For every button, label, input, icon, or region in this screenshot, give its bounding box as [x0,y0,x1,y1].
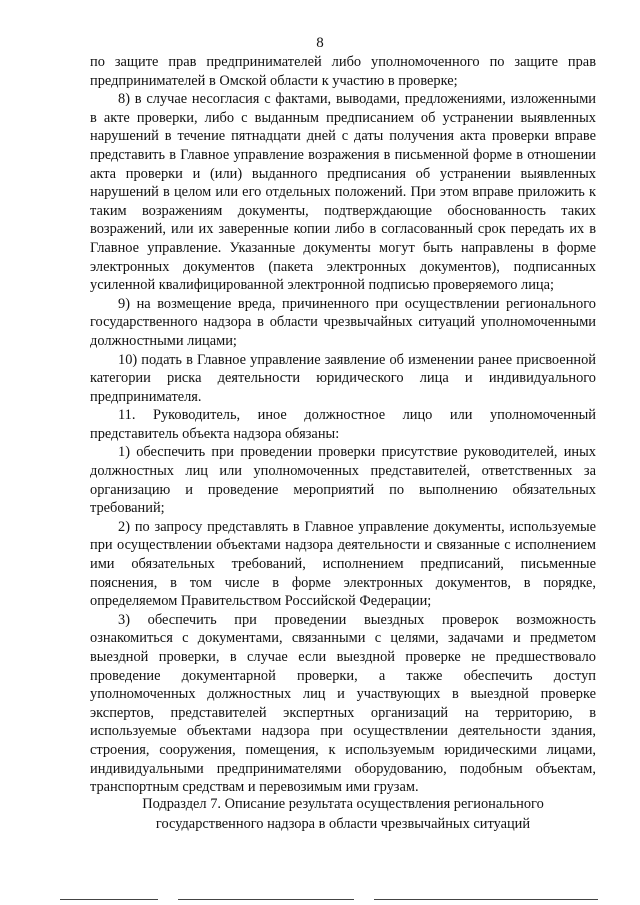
page-number: 8 [316,35,324,51]
footer-rule-middle [178,899,354,900]
paragraph: 9) на возмещение вреда, причиненного при осуществлении регионального государственного надзора в области чрезвычайных ситуаций уполномоченными должностными лицами; [90,295,596,349]
body-text [90,53,596,797]
footer-rule-right [374,899,598,900]
footer-rule-left [60,899,158,900]
subsection-heading [90,795,596,834]
paragraph: 2) по запросу представлять в Главное управление документы, используемые при осуществлении объектами надзора деятельности и связанные с исполнением ими обязательных требований, исполнением предписаний, письменные пояснения, в том числе в форме электронных документов, в порядке, определяемом Правительством Российской Федерации; [90,518,596,610]
subsection-heading-line-2: государственного надзора в области чрезвычайных ситуаций [155,815,531,832]
paragraph: по защите прав предпринимателей либо уполномоченного по защите прав предпринимателей в Омской области к участию в проверке; [90,54,596,89]
paragraph: 10) подать в Главное управление заявление об изменении ранее присвоенной категории риска деятельности юридического лица и индивидуального предпринимателя. [90,351,596,405]
paragraph: 3) обеспечить при проведении выездных проверок возможность ознакомиться с документами, связанными с целями, задачами и предметом выездной проверки, в случае если выездной проверке не предшествовало проведение документарной проверки, а также обеспечить доступ уполномоченных должностных лиц и участвующих в выездной проверке экспертов, представителей экспертных организаций на территорию, в используемые объектами надзора при осуществлении деятельности здания, строения, сооружения, помещения, к используемым юридическими лицами, индивидуальными предпринимателями оборудованию, подобным объектам, транспортным средствам и перевозимым ими грузам. [90,611,596,796]
subsection-heading-line-1: Подраздел 7. Описание результата осуществления регионального [142,796,544,812]
paragraph: 8) в случае несогласия с фактами, выводами, предложениями, изложенными в акте проверки, либо с выданным предписанием об устранении выявленных нарушений в течение пятнадцати дней с даты получения акта проверки вправе представить в Главное управление возражения в письменной форме в отношении акта проверки и (или) выданного предписания об устранении выявленных нарушений в целом или его отдельных положений. При этом вправе приложить к таким возражениям документы, подтверждающие обоснованность таких возражений, или их заверенные копии либо в согласованный срок передать их в Главное управление. Указанные документы могут быть направлены в форме электронных документов (пакета электронных документов), подписанных усиленной квалифицированной электронной подписью проверяемого лица; [90,91,596,294]
paragraph: 11. Руководитель, иное должностное лицо или уполномоченный представитель объекта надзора обязаны: [90,407,596,442]
paragraph: 1) обеспечить при проведении проверки присутствие руководителей, иных должностных лиц или уполномоченных представителей, ответственных за организацию и проведение мероприятий по выполнению обязательных требований; [90,444,596,517]
